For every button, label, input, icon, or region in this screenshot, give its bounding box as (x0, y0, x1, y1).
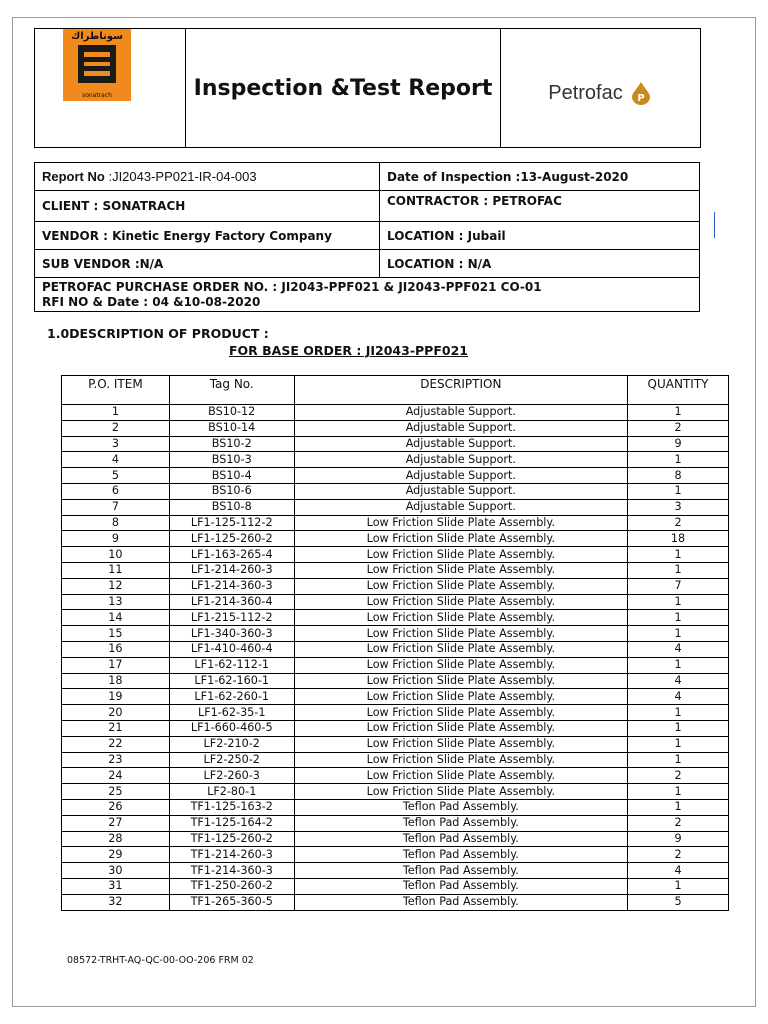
table-row (62, 720, 729, 736)
tag-no-cell: BS10-3 (169, 452, 294, 468)
brand-cell (501, 29, 700, 147)
quantity-cell: 2 (628, 847, 729, 863)
description-cell: Adjustable Support. (294, 468, 627, 484)
quantity-cell: 1 (628, 610, 729, 626)
quantity-cell: 1 (628, 562, 729, 578)
table-row (62, 705, 729, 721)
report-header (34, 28, 701, 148)
description-cell: Low Friction Slide Plate Assembly. (294, 705, 627, 721)
quantity-cell: 1 (628, 657, 729, 673)
po-item-cell: 30 (62, 863, 170, 879)
logo-arabic-text: سوناطراك (71, 31, 123, 42)
description-cell: Low Friction Slide Plate Assembly. (294, 657, 627, 673)
description-cell: Adjustable Support. (294, 405, 627, 421)
po-rfi-cell (35, 278, 700, 312)
description-cell: Low Friction Slide Plate Assembly. (294, 720, 627, 736)
table-row (62, 673, 729, 689)
quantity-cell: 4 (628, 673, 729, 689)
description-cell: Teflon Pad Assembly. (294, 894, 627, 910)
quantity-cell: 2 (628, 420, 729, 436)
tag-no-cell: BS10-8 (169, 499, 294, 515)
tag-no-cell: LF1-410-460-4 (169, 641, 294, 657)
report-no-value: :JI2043-PP021-IR-04-003 (104, 169, 257, 184)
quantity-cell: 1 (628, 784, 729, 800)
table-row (62, 736, 729, 752)
col-po-item: P.O. ITEM (62, 376, 170, 405)
items-body (62, 405, 729, 911)
po-item-cell: 5 (62, 468, 170, 484)
quantity-cell: 5 (628, 894, 729, 910)
quantity-cell: 1 (628, 799, 729, 815)
quantity-cell: 1 (628, 720, 729, 736)
tag-no-cell: LF1-340-360-3 (169, 626, 294, 642)
po-item-cell: 2 (62, 420, 170, 436)
table-row (62, 547, 729, 563)
description-cell: Low Friction Slide Plate Assembly. (294, 610, 627, 626)
sub-location-field: LOCATION : N/A (380, 250, 700, 278)
table-row (62, 468, 729, 484)
description-cell: Teflon Pad Assembly. (294, 878, 627, 894)
table-row (62, 483, 729, 499)
po-item-cell: 17 (62, 657, 170, 673)
sub-vendor-field: SUB VENDOR :N/A (35, 250, 380, 278)
table-row (62, 831, 729, 847)
tag-no-cell: TF1-214-260-3 (169, 847, 294, 863)
description-cell: Low Friction Slide Plate Assembly. (294, 515, 627, 531)
tag-no-cell: TF1-125-164-2 (169, 815, 294, 831)
title-cell (186, 29, 501, 147)
report-no-label: Report No (42, 169, 105, 184)
description-cell: Teflon Pad Assembly. (294, 831, 627, 847)
tag-no-cell: LF1-125-260-2 (169, 531, 294, 547)
description-cell: Low Friction Slide Plate Assembly. (294, 547, 627, 563)
po-item-cell: 31 (62, 878, 170, 894)
tag-no-cell: LF1-214-260-3 (169, 562, 294, 578)
description-cell: Low Friction Slide Plate Assembly. (294, 594, 627, 610)
col-quantity: QUANTITY (628, 376, 729, 405)
tag-no-cell: TF1-125-163-2 (169, 799, 294, 815)
table-row (62, 515, 729, 531)
quantity-cell: 1 (628, 705, 729, 721)
po-item-cell: 32 (62, 894, 170, 910)
description-cell: Teflon Pad Assembly. (294, 847, 627, 863)
tag-no-cell: BS10-14 (169, 420, 294, 436)
description-cell: Low Friction Slide Plate Assembly. (294, 736, 627, 752)
po-number: PETROFAC PURCHASE ORDER NO. : JI2043-PPF021 & JI2043-PPF021 CO-01 (42, 280, 542, 294)
description-cell: Low Friction Slide Plate Assembly. (294, 626, 627, 642)
tag-no-cell: BS10-2 (169, 436, 294, 452)
po-item-cell: 12 (62, 578, 170, 594)
table-row (62, 799, 729, 815)
quantity-cell: 4 (628, 863, 729, 879)
po-item-cell: 13 (62, 594, 170, 610)
section-heading: 1.0DESCRIPTION OF PRODUCT : (47, 326, 269, 341)
po-item-cell: 29 (62, 847, 170, 863)
logo-name-text: sonatrach (82, 92, 112, 99)
quantity-cell: 1 (628, 452, 729, 468)
po-item-cell: 8 (62, 515, 170, 531)
tag-no-cell: LF2-260-3 (169, 768, 294, 784)
table-row (62, 815, 729, 831)
description-cell: Adjustable Support. (294, 420, 627, 436)
tag-no-cell: LF1-62-35-1 (169, 705, 294, 721)
quantity-cell: 2 (628, 515, 729, 531)
description-cell: Low Friction Slide Plate Assembly. (294, 673, 627, 689)
description-cell: Adjustable Support. (294, 452, 627, 468)
brand-mark: P (637, 93, 645, 104)
client-field: CLIENT : SONATRACH (35, 191, 380, 222)
table-row (62, 610, 729, 626)
description-cell: Adjustable Support. (294, 483, 627, 499)
po-item-cell: 18 (62, 673, 170, 689)
po-item-cell: 23 (62, 752, 170, 768)
po-item-cell: 26 (62, 799, 170, 815)
table-row (62, 657, 729, 673)
tag-no-cell: LF1-215-112-2 (169, 610, 294, 626)
quantity-cell: 1 (628, 752, 729, 768)
location-field: LOCATION : Jubail (380, 222, 700, 250)
tag-no-cell: BS10-6 (169, 483, 294, 499)
table-row (62, 768, 729, 784)
table-row (62, 420, 729, 436)
tag-no-cell: LF1-125-112-2 (169, 515, 294, 531)
logo-cell (35, 29, 186, 147)
date-of-inspection: Date of Inspection :13-August-2020 (380, 163, 700, 191)
po-item-cell: 20 (62, 705, 170, 721)
items-table (61, 375, 729, 911)
logo-mark (78, 45, 116, 83)
quantity-cell: 1 (628, 405, 729, 421)
description-cell: Low Friction Slide Plate Assembly. (294, 531, 627, 547)
po-item-cell: 14 (62, 610, 170, 626)
quantity-cell: 1 (628, 547, 729, 563)
table-row (62, 689, 729, 705)
table-row (62, 863, 729, 879)
po-item-cell: 27 (62, 815, 170, 831)
contractor-field: CONTRACTOR : PETROFAC (380, 191, 700, 222)
tag-no-cell: TF1-250-260-2 (169, 878, 294, 894)
quantity-cell: 4 (628, 641, 729, 657)
text-cursor (714, 212, 715, 238)
quantity-cell: 2 (628, 768, 729, 784)
quantity-cell: 9 (628, 436, 729, 452)
description-cell: Adjustable Support. (294, 499, 627, 515)
items-header-row (62, 376, 729, 405)
col-description: DESCRIPTION (294, 376, 627, 405)
quantity-cell: 3 (628, 499, 729, 515)
table-row (62, 641, 729, 657)
tag-no-cell: TF1-214-360-3 (169, 863, 294, 879)
report-info-table (34, 162, 700, 312)
tag-no-cell: LF2-210-2 (169, 736, 294, 752)
po-item-cell: 24 (62, 768, 170, 784)
description-cell: Low Friction Slide Plate Assembly. (294, 562, 627, 578)
tag-no-cell: LF1-62-112-1 (169, 657, 294, 673)
quantity-cell: 4 (628, 689, 729, 705)
po-item-cell: 9 (62, 531, 170, 547)
description-cell: Teflon Pad Assembly. (294, 815, 627, 831)
rfi-number: RFI NO & Date : 04 &10-08-2020 (42, 295, 261, 309)
description-cell: Low Friction Slide Plate Assembly. (294, 752, 627, 768)
form-number: 08572-TRHT-AQ-QC-00-OO-206 FRM 02 (67, 955, 254, 966)
table-row (62, 562, 729, 578)
table-row (62, 626, 729, 642)
quantity-cell: 7 (628, 578, 729, 594)
table-row (62, 436, 729, 452)
description-cell: Teflon Pad Assembly. (294, 863, 627, 879)
table-row (62, 847, 729, 863)
report-no-cell (35, 163, 380, 191)
po-item-cell: 3 (62, 436, 170, 452)
col-tag-no: Tag No. (169, 376, 294, 405)
po-item-cell: 22 (62, 736, 170, 752)
po-item-cell: 15 (62, 626, 170, 642)
sonatrach-logo (63, 29, 131, 101)
po-item-cell: 19 (62, 689, 170, 705)
quantity-cell: 9 (628, 831, 729, 847)
petrofac-drop-icon (629, 81, 653, 105)
tag-no-cell: TF1-265-360-5 (169, 894, 294, 910)
table-row (62, 452, 729, 468)
po-item-cell: 28 (62, 831, 170, 847)
description-cell: Low Friction Slide Plate Assembly. (294, 578, 627, 594)
table-row (62, 578, 729, 594)
quantity-cell: 1 (628, 736, 729, 752)
table-row (62, 405, 729, 421)
table-row (62, 894, 729, 910)
quantity-cell: 1 (628, 594, 729, 610)
table-row (62, 499, 729, 515)
tag-no-cell: LF1-163-265-4 (169, 547, 294, 563)
section-subheading: FOR BASE ORDER : JI2043-PPF021 (229, 343, 468, 358)
quantity-cell: 8 (628, 468, 729, 484)
tag-no-cell: LF1-660-460-5 (169, 720, 294, 736)
tag-no-cell: LF1-62-160-1 (169, 673, 294, 689)
table-row (62, 594, 729, 610)
po-item-cell: 10 (62, 547, 170, 563)
report-title: Inspection &Test Report (193, 75, 493, 101)
description-cell: Low Friction Slide Plate Assembly. (294, 784, 627, 800)
description-cell: Low Friction Slide Plate Assembly. (294, 641, 627, 657)
tag-no-cell: LF1-214-360-4 (169, 594, 294, 610)
table-row (62, 784, 729, 800)
vendor-field: VENDOR : Kinetic Energy Factory Company (35, 222, 380, 250)
quantity-cell: 2 (628, 815, 729, 831)
petrofac-logo (548, 81, 652, 105)
tag-no-cell: LF2-250-2 (169, 752, 294, 768)
quantity-cell: 1 (628, 626, 729, 642)
tag-no-cell: LF1-62-260-1 (169, 689, 294, 705)
quantity-cell: 1 (628, 483, 729, 499)
po-item-cell: 6 (62, 483, 170, 499)
po-item-cell: 4 (62, 452, 170, 468)
tag-no-cell: TF1-125-260-2 (169, 831, 294, 847)
description-cell: Adjustable Support. (294, 436, 627, 452)
tag-no-cell: BS10-4 (169, 468, 294, 484)
quantity-cell: 1 (628, 878, 729, 894)
tag-no-cell: LF1-214-360-3 (169, 578, 294, 594)
po-item-cell: 25 (62, 784, 170, 800)
description-cell: Low Friction Slide Plate Assembly. (294, 768, 627, 784)
brand-name: Petrofac (548, 81, 623, 104)
po-item-cell: 21 (62, 720, 170, 736)
quantity-cell: 18 (628, 531, 729, 547)
table-row (62, 878, 729, 894)
po-item-cell: 11 (62, 562, 170, 578)
po-item-cell: 7 (62, 499, 170, 515)
tag-no-cell: LF2-80-1 (169, 784, 294, 800)
table-row (62, 531, 729, 547)
po-item-cell: 1 (62, 405, 170, 421)
tag-no-cell: BS10-12 (169, 405, 294, 421)
description-cell: Low Friction Slide Plate Assembly. (294, 689, 627, 705)
po-item-cell: 16 (62, 641, 170, 657)
description-cell: Teflon Pad Assembly. (294, 799, 627, 815)
table-row (62, 752, 729, 768)
